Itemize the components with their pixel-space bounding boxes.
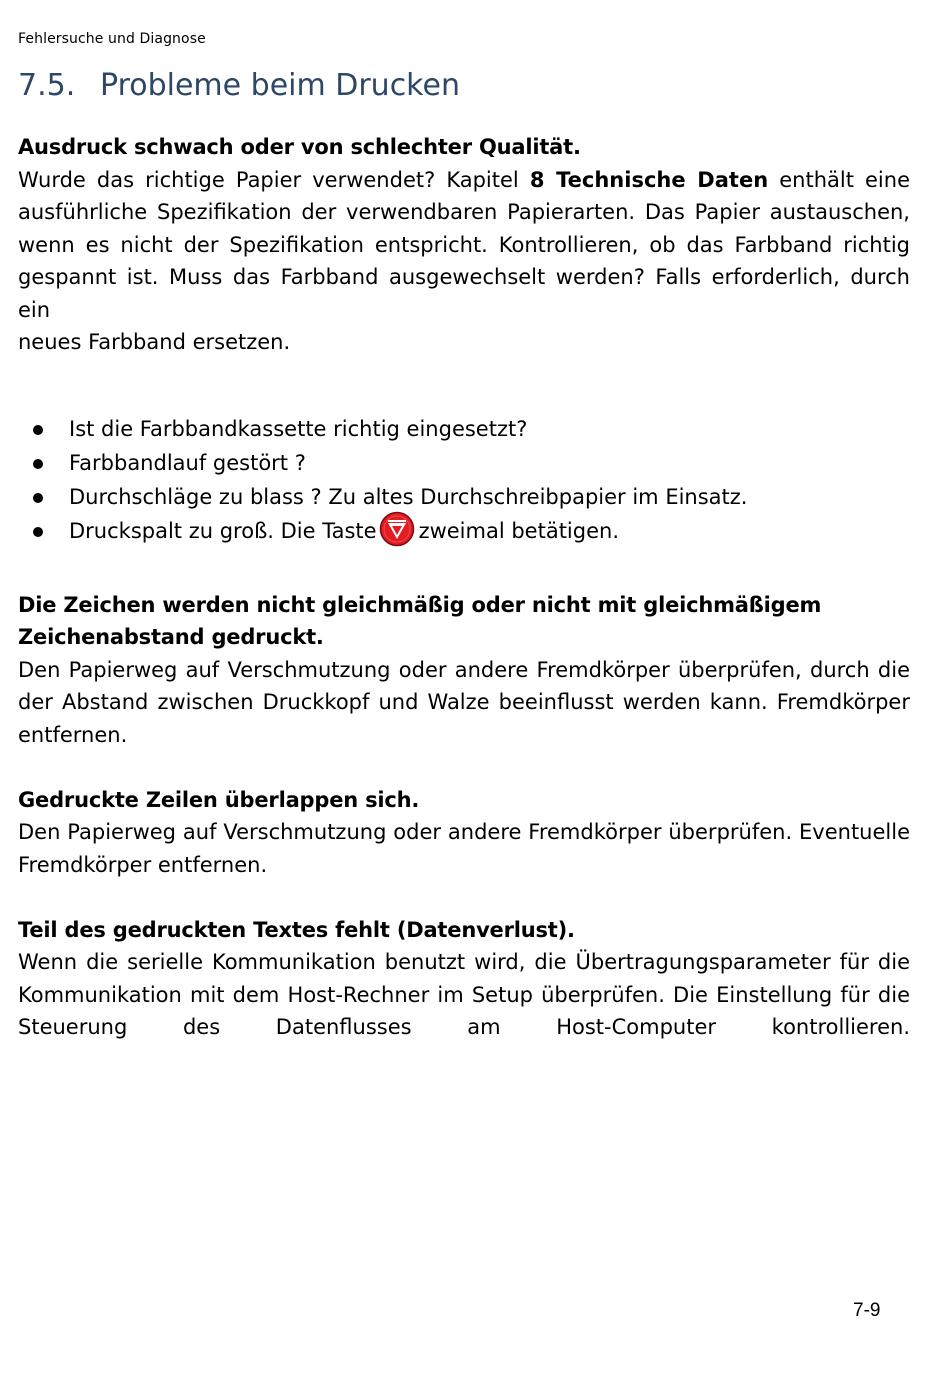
page-content: [18, 131, 910, 1044]
bullet-icon: [33, 459, 43, 469]
paragraph-text-part2: enthält eine ausführliche Spezifikation der verwendbaren Papierarten. Das Papier austauschen, wenn es nicht der Spezifikation entspricht. Kontrollieren, ob das Farbband richtig gespannt ist. Muss das Farbband ausgewechselt werden? Falls erforderlich, durch ein: [18, 167, 910, 322]
list-item: [18, 514, 910, 548]
spacer: [18, 359, 910, 392]
section-data-loss: [18, 914, 910, 1044]
list-item: [18, 412, 910, 446]
section-title-text: Probleme beim Drucken: [100, 68, 460, 103]
paragraph-text-part1: Wurde das richtige Papier verwendet? Kapitel: [18, 167, 530, 192]
list-item-text: Durchschläge zu blass ? Zu altes Durchschreibpapier im Einsatz.: [69, 485, 748, 509]
spacer: [18, 581, 910, 589]
spacer: [18, 881, 910, 914]
section-uneven-characters: [18, 589, 910, 752]
paragraph-overlapping-lines: Den Papierweg auf Verschmutzung oder andere Fremdkörper überprüfen. Eventuelle Fremdkörper entfernen.: [18, 820, 910, 877]
spacer: [18, 548, 910, 581]
heading-overlapping-lines: Gedruckte Zeilen überlappen sich.: [18, 787, 420, 812]
paragraph-ribbon-replace: neues Farbband ersetzen.: [18, 330, 291, 354]
page-number: 7-9: [853, 1300, 881, 1321]
list-item-text-before: Druckspalt zu groß. Die Taste: [69, 519, 377, 543]
bullet-icon: [33, 527, 43, 537]
bullet-icon: [33, 425, 43, 435]
paragraph-poor-print-quality: [18, 164, 910, 327]
section-number: 7.5.: [18, 68, 76, 103]
list-item-text: Ist die Farbbandkassette richtig eingesetzt?: [69, 417, 528, 441]
spacer: [18, 751, 910, 784]
running-header: Fehlersuche und Diagnose: [18, 31, 206, 47]
list-item: [18, 480, 910, 514]
bullet-icon: [33, 493, 43, 503]
spacer: [18, 391, 910, 412]
list-item: [18, 446, 910, 480]
chapter-reference: 8 Technische Daten: [529, 167, 769, 192]
heading-data-loss: Teil des gedruckten Textes fehlt (Datenverlust).: [18, 917, 575, 942]
list-item-text-after: zweimal betätigen.: [418, 519, 620, 543]
section-overlapping-lines: [18, 784, 910, 882]
list-item-text: Farbbandlauf gestört ?: [69, 451, 306, 475]
paper-down-key-icon: [379, 511, 415, 547]
section-title: [18, 68, 460, 103]
heading-uneven-characters: Die Zeichen werden nicht gleichmäßig oder nicht mit gleichmäßigem Zeichenabstand gedruckt.: [18, 592, 822, 649]
paragraph-uneven-characters: Den Papierweg auf Verschmutzung oder andere Fremdkörper überprüfen, durch die der Abstand zwischen Druckkopf und Walze beeinflusst werden kann. Fremdkörper entfernen.: [18, 657, 910, 747]
heading-poor-print-quality: Ausdruck schwach oder von schlechter Qualität.: [18, 135, 581, 159]
paragraph-data-loss: Wenn die serielle Kommunikation benutzt wird, die Übertragungsparameter für die Kommunikation mit dem Host-Rechner im Setup überprüfen. Die Einstellung für die Steuerung des Datenflusses am Host-Computer kontrollieren.: [18, 950, 910, 1039]
checklist: [18, 412, 910, 548]
section-poor-print-quality: [18, 131, 910, 359]
